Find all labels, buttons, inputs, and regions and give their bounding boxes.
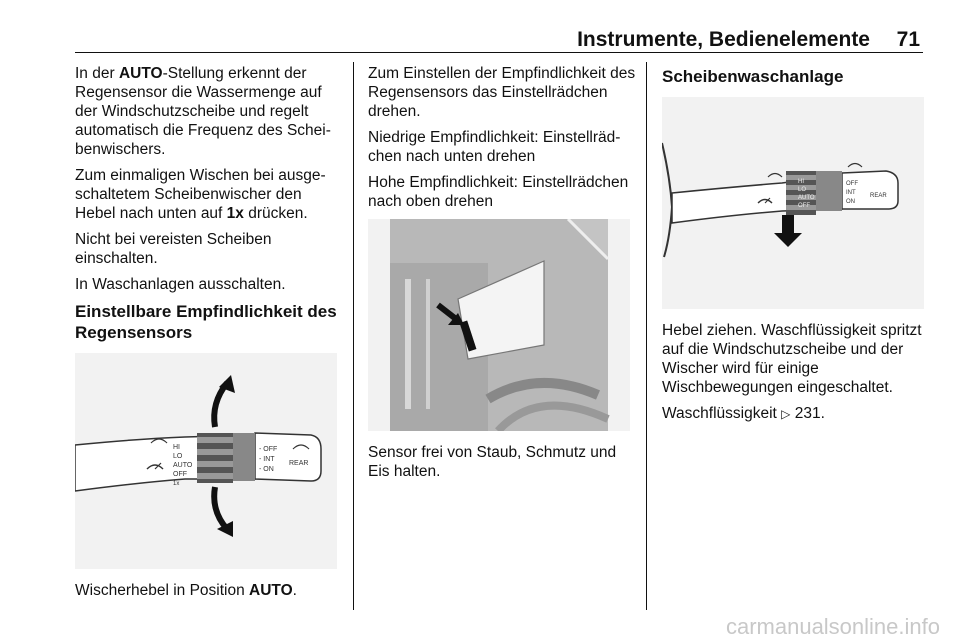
washer-label-int: INT [846,190,856,196]
stalk-label-hi: HI [173,444,180,451]
section-heading-sensitivity: Einstellbare Empfindlichkeit des Regensensors [75,302,337,342]
figure-caption-auto: Wischerhebel in Position AUTO. [75,582,297,599]
washer-stalk-figure [662,97,924,309]
paragraph-adjust-sensitivity: Zum Einstellen der Empfindlichkeit des Regensensors das Einstellrädchen drehen. [368,65,636,120]
stalk-label-on: - ON [259,466,274,473]
page-header-title: Instrumente, Bedienelemente [577,28,870,51]
paragraph-single-wipe: Zum einmaligen Wischen bei ausgeschaltetem Scheibenwischer den Hebel nach unten auf 1x drücken. [75,167,326,222]
stalk-label-rear: REAR [289,460,309,467]
rain-sensor-figure [368,219,630,431]
column-3 [662,64,924,431]
washer-label-on: ON [846,199,855,205]
wiper-stalk-figure [75,353,337,569]
column-divider-1 [353,62,354,610]
stalk-label-once: 1x [173,481,180,487]
stalk-label-int: - INT [259,456,275,463]
watermark: carmanualsonline.info [725,614,940,639]
washer-stalk-illustration [662,97,924,309]
paragraph-low-sensitivity: Niedrige Empfindlichkeit: Einstellrädchen nach unten drehen [368,129,621,165]
paragraph-auto-mode: In der AUTO-Stellung erkennt der Regensensor die Wassermenge auf der Windschutzscheibe und regelt automatisch die Frequenz des Scheibenwischers. [75,65,331,158]
figure-caption-sensor: Sensor frei von Staub, Schmutz und Eis halten. [368,444,617,480]
paragraph-washer-fluid-ref: Waschflüssigkeit ▷ 231. [662,405,825,422]
wiper-stalk-illustration [75,353,337,569]
washer-label-off-right: OFF [846,181,858,187]
rain-sensor-illustration [368,219,630,431]
header-rule [75,52,923,53]
paragraph-icy-windows: Nicht bei vereisten Scheiben einschalten. [75,231,272,267]
paragraph-high-sensitivity: Hohe Empfindlichkeit: Einstellrädchen nach oben drehen [368,174,629,210]
stalk-label-lo: LO [173,453,183,460]
stalk-label-auto: AUTO [173,462,193,469]
washer-label-auto: AUTO [798,195,815,201]
stalk-label-off-right: - OFF [259,446,278,453]
washer-label-hi: HI [798,179,804,185]
page-number: 71 [896,28,920,51]
column-2 [368,64,636,488]
page-reference-icon: ▷ [781,407,791,421]
washer-label-lo: LO [798,187,807,193]
once-term: 1x [226,205,244,222]
auto-term: AUTO [118,65,163,82]
page-reference-link[interactable]: 231 [794,405,821,422]
column-1 [75,64,343,607]
paragraph-pull-lever: Hebel ziehen. Waschflüssigkeit spritzt auf die Windschutzscheibe und der Wischer wird für einige Wischbewegungen eingeschaltet. [662,322,922,396]
washer-label-rear: REAR [870,193,887,199]
auto-term-caption: AUTO [249,582,293,599]
section-heading-washer: Scheibenwaschanlage [662,67,844,86]
washer-label-off: OFF [798,203,810,209]
paragraph-car-wash: In Waschanlagen ausschalten. [75,276,286,293]
stalk-label-off: OFF [173,471,187,478]
column-divider-2 [646,62,647,610]
